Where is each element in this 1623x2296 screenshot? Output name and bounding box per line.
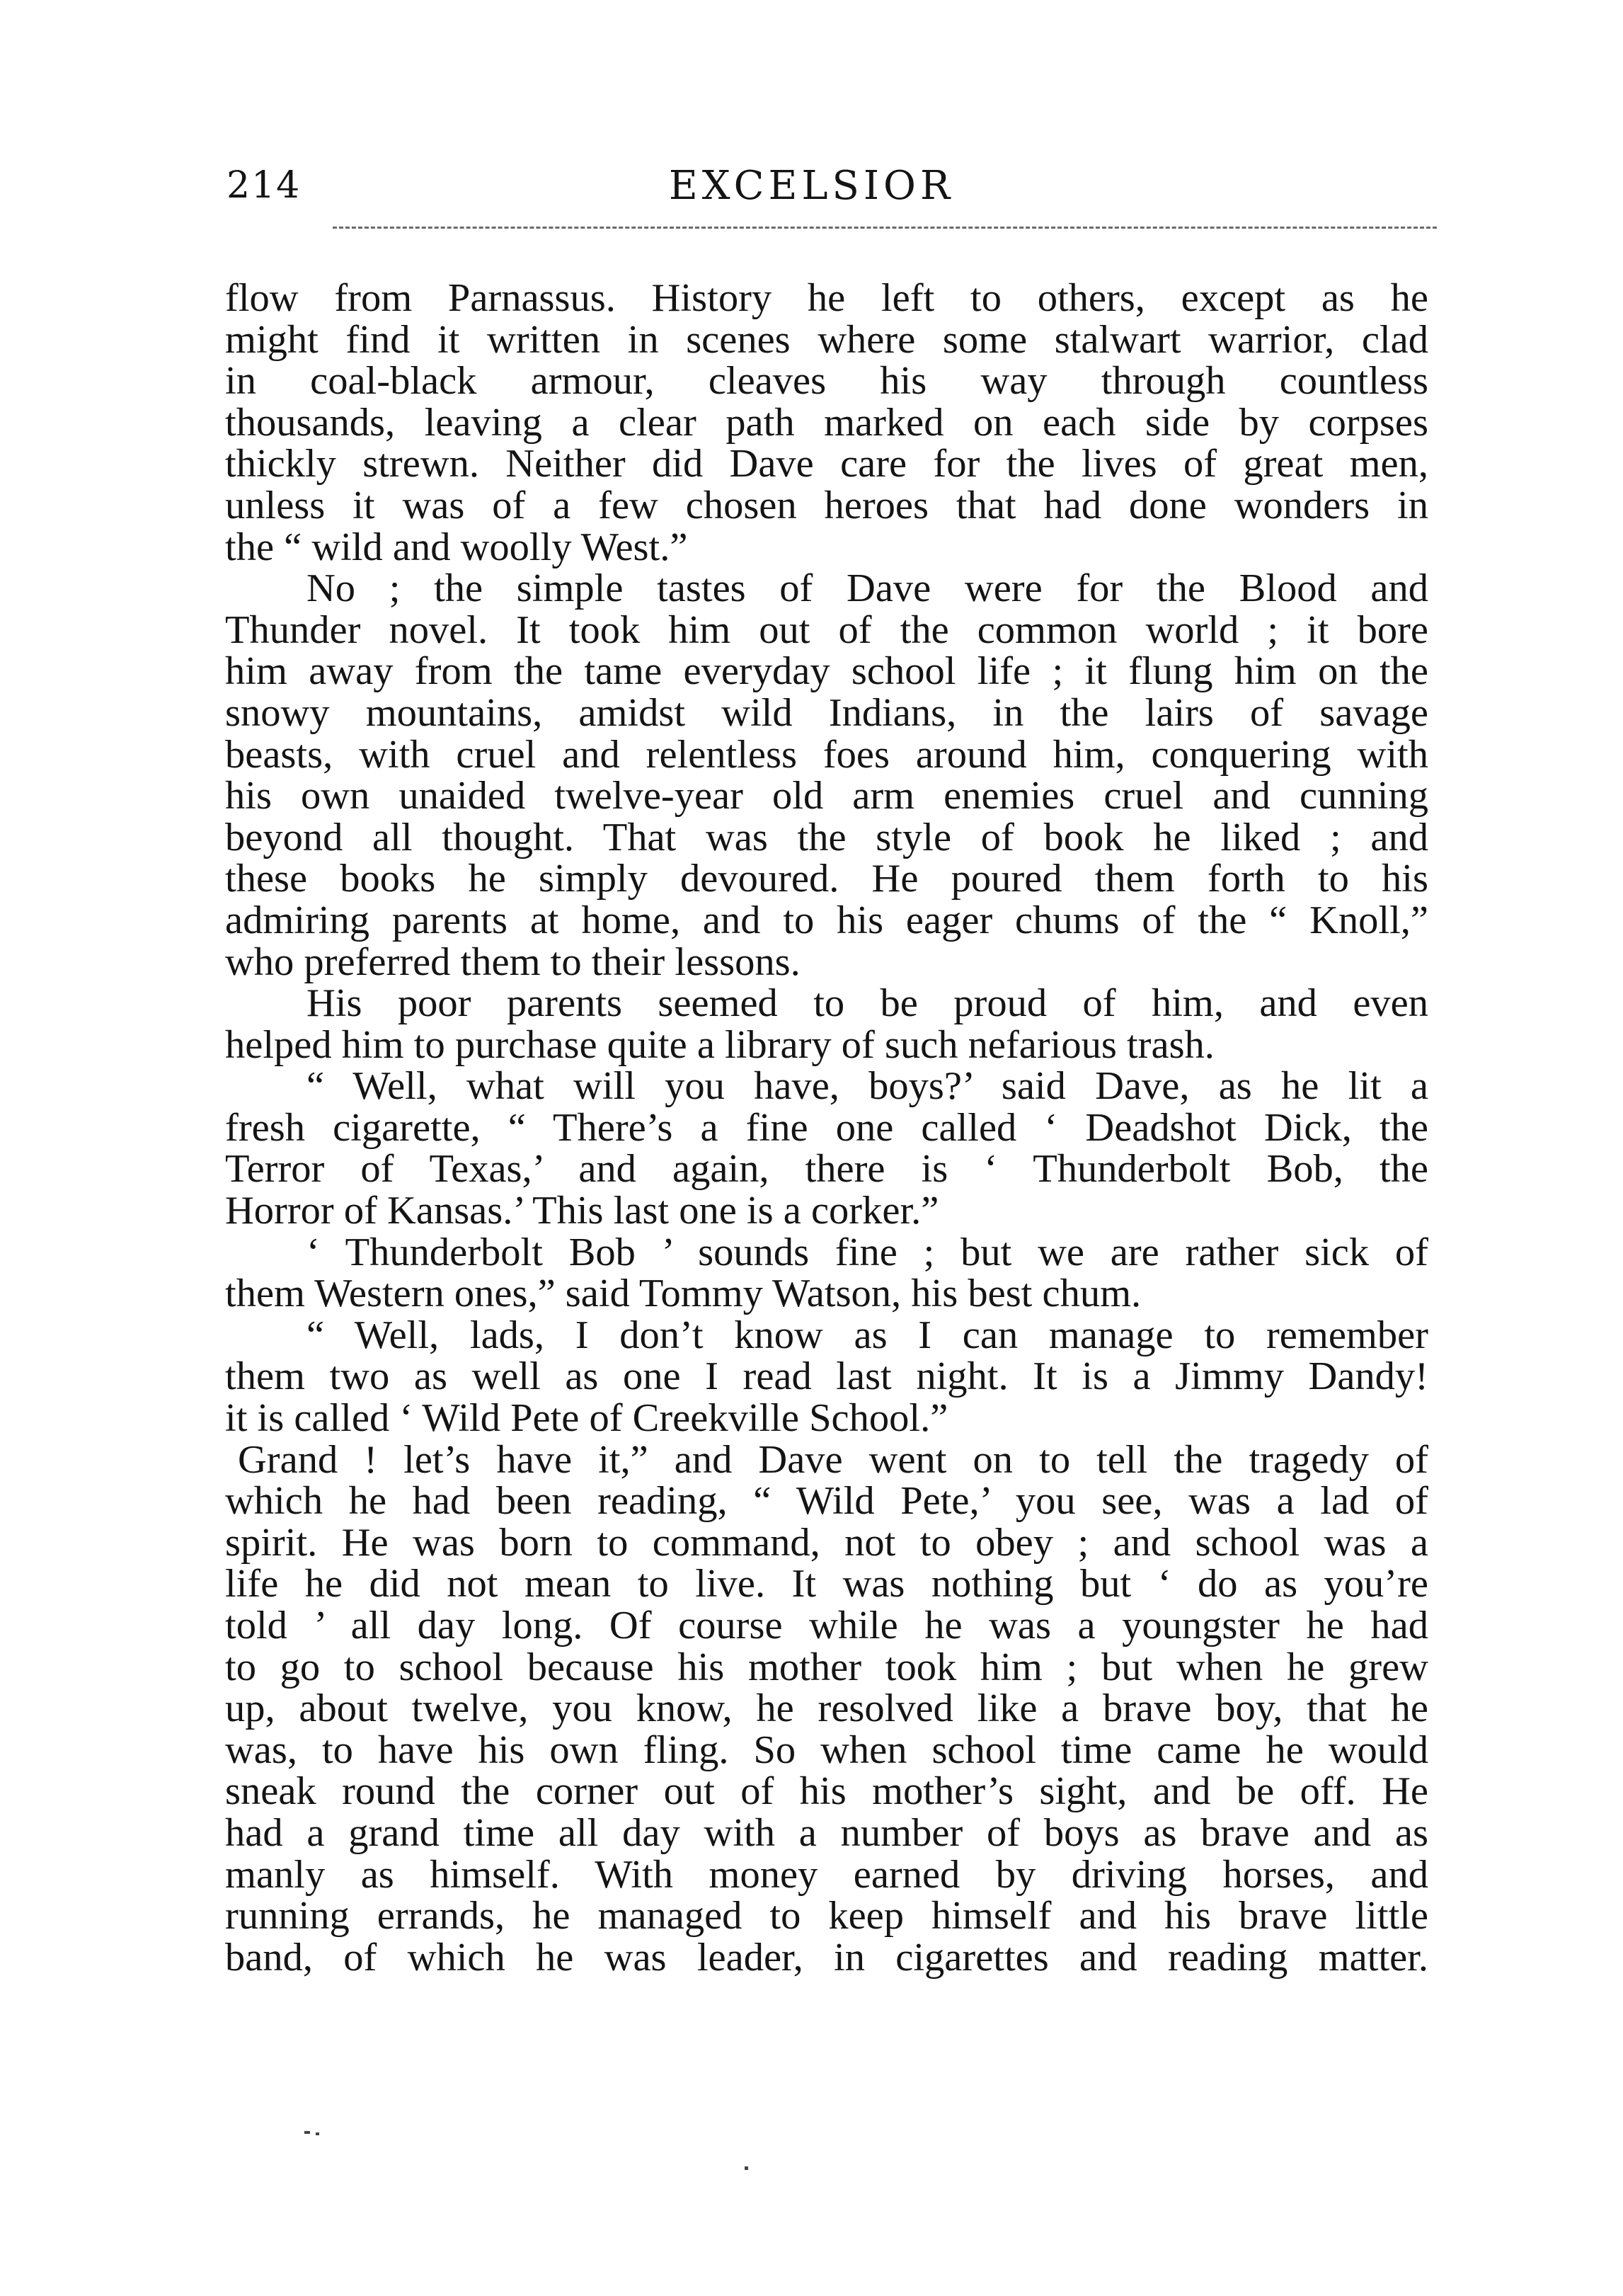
text-line: helped him to purchase quite a library of such nefarious trash. bbox=[225, 1022, 1215, 1067]
text-line: which he had been reading, “ Wild Pete,’ you see, was a lad of bbox=[225, 1479, 1428, 1524]
paragraph-6 bbox=[225, 1315, 1428, 1439]
page-number: 214 bbox=[226, 164, 302, 207]
text-line: Thunder novel. It took him out of the common world ; it bore bbox=[225, 607, 1428, 652]
text-line: him away from the tame everyday school life ; it flung him on the bbox=[225, 649, 1428, 694]
text-line: it is called ‘ Wild Pete of Creekville School.” bbox=[225, 1396, 948, 1441]
text-line: had a grand time all day with a number of boys as brave and as bbox=[225, 1810, 1428, 1855]
text-line: his own unaided twelve-year old arm enemies cruel and cunning bbox=[225, 774, 1428, 818]
text-line: spirit. He was born to command, not to obey ; and school was a bbox=[225, 1520, 1428, 1565]
text-line: His poor parents seemed to be proud of him, and even bbox=[306, 981, 1428, 1026]
text-line: admiring parents at home, and to his eager chums of the “ Knoll,” bbox=[225, 898, 1428, 942]
paragraph-2 bbox=[225, 568, 1428, 983]
text-line: up, about twelve, you know, he resolved like a brave boy, that he bbox=[225, 1686, 1428, 1731]
text-line: told ’ all day long. Of course while he was a youngster he had bbox=[225, 1604, 1428, 1647]
paragraph-1 bbox=[225, 278, 1428, 568]
text-line: snowy mountains, amidst wild Indians, in the lairs of savage bbox=[225, 690, 1428, 735]
text-line: manly as himself. With money earned by driving horses, and bbox=[225, 1852, 1428, 1897]
text-line: in coal-black armour, cleaves his way through countless bbox=[225, 359, 1428, 404]
running-title: EXCELSIOR bbox=[668, 163, 955, 209]
text-line: to go to school because his mother took him ; but when he grew bbox=[225, 1645, 1428, 1689]
text-line: them Western ones,” said Tommy Watson, his best chum. bbox=[225, 1272, 1142, 1316]
header-rule bbox=[333, 227, 1437, 229]
text-line: might find it written in scenes where some stalwart warrior, clad bbox=[225, 317, 1428, 362]
text-line: band, of which he was leader, in cigarettes and reading matter. bbox=[225, 1935, 1428, 1980]
paragraph-5 bbox=[225, 1232, 1428, 1315]
text-line: was, to have his own fling. So when school time came he would bbox=[225, 1727, 1428, 1772]
text-line: the “ wild and woolly West.” bbox=[225, 525, 688, 569]
text-line: life he did not mean to live. It was nothing but ‘ do as you’re bbox=[225, 1562, 1428, 1606]
body-text bbox=[225, 278, 1428, 1978]
print-speck bbox=[745, 2166, 748, 2170]
paragraph-4 bbox=[225, 1066, 1428, 1231]
print-speck bbox=[304, 2131, 310, 2134]
text-line: them two as well as one I read last night. It is a Jimmy Dandy! bbox=[225, 1354, 1428, 1399]
text-line: beasts, with cruel and relentless foes around him, conquering with bbox=[225, 732, 1428, 777]
text-line: thousands, leaving a clear path marked on each side by corpses bbox=[225, 400, 1428, 445]
paragraph-7 bbox=[225, 1439, 1428, 1979]
text-line: unless it was of a few chosen heroes that had done wonders in bbox=[225, 483, 1428, 527]
text-line: beyond all thought. That was the style of book he liked ; and bbox=[225, 815, 1428, 859]
text-line: No ; the simple tastes of Dave were for the Blood and bbox=[306, 566, 1428, 611]
text-line: “ Well, lads, I don’t know as I can manage to remember bbox=[306, 1313, 1428, 1357]
text-line: fresh cigarette, “ There’s a fine one called ‘ Deadshot Dick, the bbox=[225, 1105, 1428, 1150]
print-speck bbox=[316, 2132, 319, 2135]
text-line: “ Well, what will you have, boys?’ said Dave, as he lit a bbox=[306, 1064, 1428, 1109]
text-line: running errands, he managed to keep himself and his brave little bbox=[225, 1894, 1428, 1938]
text-line: ‘ Thunderbolt Bob ’ sounds fine ; but we are rather sick of bbox=[306, 1230, 1428, 1274]
text-line: who preferred them to their lessons. bbox=[225, 939, 801, 984]
text-line: Terror of Texas,’ and again, there is ‘ Thunderbolt Bob, the bbox=[225, 1147, 1428, 1192]
paragraph-3 bbox=[225, 983, 1428, 1066]
text-line: Horror of Kansas.’ This last one is a corker.” bbox=[225, 1189, 939, 1233]
text-line: thickly strewn. Neither did Dave care for the lives of great men, bbox=[225, 442, 1428, 486]
text-line: Grand ! let’s have it,” and Dave went on to tell the tragedy of bbox=[238, 1437, 1428, 1482]
text-line: flow from Parnassus. History he left to others, except as he bbox=[225, 276, 1428, 320]
text-line: these books he simply devoured. He poured them forth to his bbox=[225, 857, 1428, 901]
text-line: sneak round the corner out of his mother’s sight, and be off. He bbox=[225, 1769, 1428, 1814]
